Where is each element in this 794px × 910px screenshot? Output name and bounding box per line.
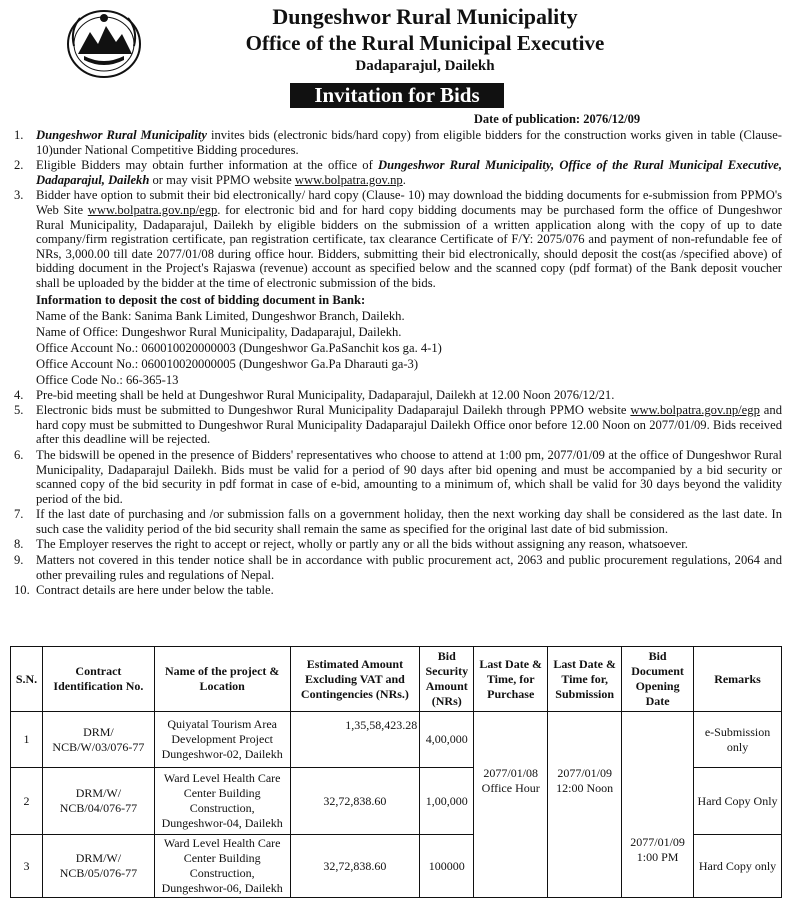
cell-opening: 2077/01/09 1:00 PM (622, 712, 694, 898)
cell-project: Ward Level Health Care Center Building Construction, Dungeshwor-06, Dailekh (154, 835, 290, 898)
cell-remarks: Hard Copy only (694, 835, 782, 898)
cell-remarks: Hard Copy Only (694, 768, 782, 835)
cell-amount: 1,35,58,423.28 (290, 712, 420, 768)
government-emblem-icon (64, 6, 144, 80)
cell-submission: 2077/01/09 12:00 Noon (548, 712, 622, 898)
header-project: Name of the project & Location (154, 647, 290, 712)
cell-remarks: e-Submission only (694, 712, 782, 768)
notice-body (10, 128, 782, 599)
bank-office-code: Office Code No.: 66-365-13 (36, 372, 179, 387)
notice-header (0, 0, 794, 112)
header-purchase: Last Date & Time, for Purchase (474, 647, 548, 712)
clause-4: 4. Pre-bid meeting shall be held at Dungeshwor Rural Municipality, Dadaparajul, Dailekh at 12.00 Noon 2076/12/21. (14, 387, 615, 402)
cell-security: 100000 (420, 835, 474, 898)
header-amount: Estimated Amount Excluding VAT and Contingencies (NRs.) (290, 647, 420, 712)
cell-sn: 1 (11, 712, 43, 768)
egp-link[interactable]: www.bolpatra.gov.np/egp (87, 202, 218, 217)
cell-amount: 32,72,838.60 (290, 768, 420, 835)
publication-date: Date of publication: 2076/12/09 (473, 112, 641, 126)
header-remarks: Remarks (694, 647, 782, 712)
cell-contract-id: DRM/ NCB/W/03/076-77 (42, 712, 154, 768)
clause-1: 1. Dungeshwor Rural Municipality invites bids (electronic bids/hard copy) from eligible bidders for the construction works given in table (Clause-10)under National Competitive Bidding procedures. (14, 128, 782, 157)
bank-account-2: Office Account No.: 060010020000005 (Dungeshwor Ga.Pa Dharauti ga-3) (36, 356, 419, 371)
office-address: Dadaparajul, Dailekh (355, 58, 495, 74)
notice-title: Invitation for Bids (290, 83, 504, 108)
cell-sn: 3 (11, 835, 43, 898)
bank-info (10, 292, 782, 388)
contract-table (10, 646, 782, 898)
egp-link-2[interactable]: www.bolpatra.gov.np/egp (630, 403, 760, 418)
cell-sn: 2 (11, 768, 43, 835)
clause-8: 8. The Employer reserves the right to accept or reject, wholly or partly any or all the bids without assigning any reason, whatsoever. (14, 537, 688, 552)
header-submission: Last Date & Time for, Submission (548, 647, 622, 712)
cell-project: Quiyatal Tourism Area Development Project Dungeshwor-02, Dailekh (154, 712, 290, 768)
ppmo-link[interactable]: www.bolpatra.gov.np (294, 172, 403, 187)
clause-2: 2. Eligible Bidders may obtain further information at the office of Dungeshwor Rural Municipality, Office of the Rural Municipal Executive, Dadaparajul, Dailekh or may visit PPMO website www.bolpatra.gov.np. (14, 158, 782, 187)
cell-project: Ward Level Health Care Center Building Construction, Dungeshwor-04, Dailekh (154, 768, 290, 835)
table-header-row (11, 647, 782, 712)
cell-purchase: 2077/01/08 Office Hour (474, 712, 548, 898)
clause-7: 7. If the last date of purchasing and /or submission falls on a government holiday, then the next working day shall be considered as the last date. In such case the validity period of the bid security shall remain the same as specified for the original last date of bid submission. (14, 507, 782, 536)
bank-office-name: Name of Office: Dungeshwor Rural Municipality, Dadaparajul, Dailekh. (36, 324, 402, 339)
cell-amount: 32,72,838.60 (290, 835, 420, 898)
bank-account-1: Office Account No.: 060010020000003 (Dungeshwor Ga.PaSanchit kos ga. 4-1) (36, 340, 442, 355)
organization-name: Dungeshwor Rural Municipality (272, 4, 578, 29)
table-row (11, 712, 782, 768)
cell-security: 1,00,000 (420, 768, 474, 835)
cell-contract-id: DRM/W/ NCB/04/076-77 (42, 768, 154, 835)
bank-name: Name of the Bank: Sanima Bank Limited, Dungeshwor Branch, Dailekh. (36, 308, 405, 323)
office-name: Office of the Rural Municipal Executive (245, 31, 605, 55)
cell-security: 4,00,000 (420, 712, 474, 768)
header-opening: Bid Document Opening Date (622, 647, 694, 712)
clause-10: 10. Contract details are here under below the table. (14, 583, 274, 598)
header-sn: S.N. (11, 647, 43, 712)
header-security: Bid Security Amount (NRs) (420, 647, 474, 712)
clause-9: 9. Matters not covered in this tender notice shall be in accordance with public procurement act, 2063 and public procurement regulations, 2064 and other prevailing rules and regulations of Nepal. (14, 553, 782, 582)
clause-3: 3. Bidder have option to submit their bid electronically/ hard copy (Clause- 10) may download the bidding documents for e-submission from PPMO's Web Site www.bolpatra.gov.np/egp. for electronic bid and for hard copy bidding documents may be purchased form the office of Dungeshwor Rural Municipality, Dadaparajul, Dailekh by eligible bidders on the submission of a written application along with the copy of up to date company/firm registration certificate, pan registration certificate, tax clearance Certificate of F/Y: 2075/076 and payment of non-refundable fee of NRs, 3,000.00 till date 2077/01/08 during office hour. Bidders, submitting their bid electronically, should deposit the cost(as /specified above) of bidding document in the Project's Rajaswa (revenue) account as specified below and the scanned copy (pdf format) of the Bank deposit voucher shall be uploaded by the bidder at the time of electronic submission of the bids. (14, 188, 782, 290)
clause-5: 5. Electronic bids must be submitted to Dungeshwor Rural Municipality Dadaparajul Dailekh through PPMO website www.bolpatra.gov.np/egp and hard copy must be submitted to Dungeshwor Rural Municipality Dadaparajul Dailekh Office onor before 12.00 Noon on 2077/01/09. Bids received after this deadline will be rejected. (14, 403, 782, 447)
cell-contract-id: DRM/W/ NCB/05/076-77 (42, 835, 154, 898)
bank-info-heading: Information to deposit the cost of bidding document in Bank: (36, 292, 366, 307)
header-contract-id: Contract Identification No. (42, 647, 154, 712)
clause-6: 6. The bidswill be opened in the presence of Bidders' representatives who choose to attend at 1:00 pm, 2077/01/09 at the office of Dungeshwor Rural Municipality, Dadaparajul Dailekh. Bids must be valid for a period of 90 days after bid opening and must be accompanied by a bid security or scanned copy of the bid security in pdf format in case of e-bid, amounting to a minimum of, which shall be valid for 30 days beyond the validity period of the bid. (14, 447, 782, 506)
